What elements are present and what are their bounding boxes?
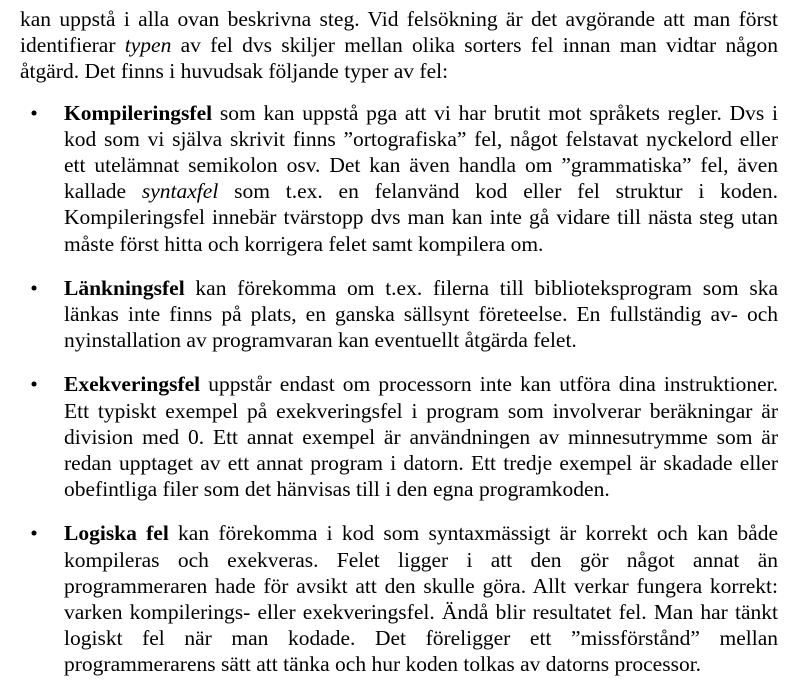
list-item-text-part1: kan förekomma i kod som syntaxmässigt är korrekt och kan både kompileras och exekveras. Felet ligger i att den gör något annat än programmeraren hade för avsikt att den skulle göra. Allt verkar fungera korrekt: varken kompilerings- eller exekveringsfel. Ändå blir resultatet fel. Man har tänkt logiskt fel när man kodade. Det föreligger ett ”missförstånd” mellan programmerarens sätt att tänka och hur koden tolkas av datorns processor. xyxy=(64,521,778,677)
list-item-text-part1: som kan uppstå pga att vi har brutit mot språkets regler. Dvs i kod som vi själva skrivit finns ”ortografiska” fel, något felstavat nyckelord eller ett utelämnat semikolon osv. Det kan även handla om ”grammatiska” fel, även kallade xyxy=(64,100,778,204)
list-item-text-part1: uppstår endast om processorn inte kan utföra dina instruktioner. Ett typiskt exempel på exekveringsfel i program som involverar beräkningar är division med 0. Ett annat exempel är användningen av minnesutrymme som är redan upptaget av ett annat program i datorn. Ett tredje exempel är skadade eller obefintliga filer som det hänvisas till i den egna programkoden. xyxy=(64,372,778,502)
bullet-point-icon: • xyxy=(30,275,38,300)
list-item-lead-term: Logiska fel xyxy=(64,521,169,546)
bullet-point-icon: • xyxy=(30,100,38,125)
intro-text-part1: kan uppstå i alla ovan beskrivna steg. Vid felsökning är det avgörande att man först identifierar xyxy=(20,7,778,58)
bullet-point-icon: • xyxy=(30,372,38,397)
list-item-lead-term: Exekveringsfel xyxy=(64,372,201,397)
list-item-text-part2: som t.ex. en felanvänd kod eller fel struktur i koden. Kompileringsfel innebär tvärstopp dvs man kan inte gå vidare till nästa steg utan måste först hitta och korrigera felet samt kompilera om. xyxy=(64,179,778,256)
error-types-list xyxy=(20,100,778,678)
list-item-lankningsfel xyxy=(20,275,778,354)
intro-paragraph xyxy=(20,6,778,85)
list-item-emphasis-syntaxfel: syntaxfel xyxy=(141,179,219,204)
list-item-lead-term: Länkningsfel xyxy=(64,275,185,300)
list-item-text-part1: kan förekomma om t.ex. filerna till biblioteksprogram som ska länkas inte finns på plats, en ganska sällsynt företeelse. En fullständig av- och nyinstallation av programvaran kan eventuellt åtgärda felet. xyxy=(64,275,778,353)
list-item-lead-term: Kompileringsfel xyxy=(64,100,213,125)
intro-text-part2: av fel dvs skiljer mellan olika sorters fel innan man vidtar någon åtgärd. Det finns i huvudsak följande typer av fel: xyxy=(20,33,778,84)
list-item-exekveringsfel xyxy=(20,371,778,502)
list-item-logiska-fel xyxy=(20,520,778,677)
list-item-kompileringsfel xyxy=(20,100,778,257)
intro-emphasis-typen: typen xyxy=(124,33,172,58)
bullet-point-icon: • xyxy=(30,521,38,546)
